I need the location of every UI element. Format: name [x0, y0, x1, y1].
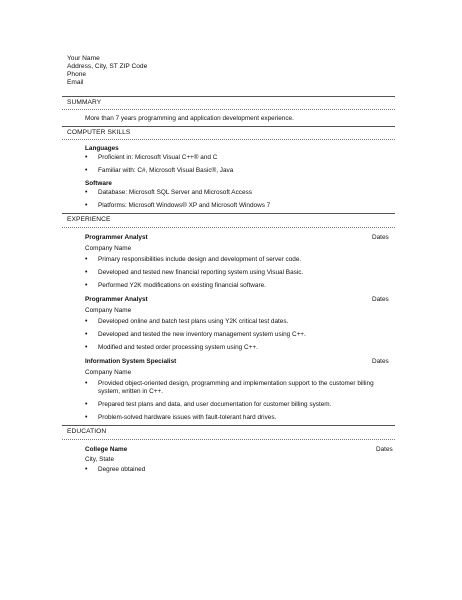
bullet-icon: •: [85, 466, 88, 473]
summary-heading: SUMMARY: [67, 99, 102, 106]
bullet-icon: •: [85, 344, 88, 351]
bullet-icon: •: [85, 269, 88, 276]
job-bullet: Developed and tested the new inventory management system using C++.: [98, 331, 306, 338]
education-dates: Dates: [376, 446, 393, 453]
job-title: Programmer Analyst: [85, 234, 148, 241]
bullet-icon: •: [85, 414, 88, 421]
bullet-icon: •: [85, 202, 88, 209]
company-name: Company Name: [85, 245, 132, 252]
skills-heading: COMPUTER SKILLS: [67, 129, 131, 136]
job-title: Programmer Analyst: [85, 296, 148, 303]
contact-header: [67, 55, 147, 87]
bullet-icon: •: [85, 167, 88, 174]
experience-heading: EXPERIENCE: [67, 216, 111, 223]
job-bullet: Prepared test plans and data, and user documentation for customer billing system.: [98, 401, 332, 408]
degree: Degree obtained: [98, 466, 146, 473]
college-location: City, State: [85, 456, 115, 463]
bullet-icon: •: [85, 380, 88, 387]
bullet-icon: •: [85, 318, 88, 325]
name: Your Name: [67, 55, 100, 62]
job-dates: Dates: [372, 296, 389, 303]
languages-heading: Languages: [85, 145, 119, 152]
software-item: Platforms: Microsoft Windows® XP and Microsoft Windows 7: [98, 202, 271, 209]
company-name: Company Name: [85, 307, 132, 314]
skills-top-rule: [62, 126, 395, 127]
address: Address, City, ST ZIP Code: [67, 63, 148, 70]
bullet-icon: •: [85, 401, 88, 408]
job-dates: Dates: [372, 358, 389, 365]
job-bullet: Primary responsibilities include design and development of server code.: [98, 256, 302, 263]
experience-top-rule: [62, 213, 395, 214]
job-bullet: Problem-solved hardware issues with fault-tolerant hard drives.: [98, 414, 277, 421]
job-bullet: Modified and tested order processing system using C++.: [98, 344, 258, 351]
job-dates: Dates: [372, 234, 389, 241]
summary-top-rule: [62, 96, 395, 97]
bullet-icon: •: [85, 331, 88, 338]
experience-divider: [62, 227, 395, 228]
company-name: Company Name: [85, 369, 132, 376]
job-bullet: Provided object-oriented design, programming and implementation support to the customer billing system, written in C++.: [98, 380, 374, 395]
bullet-icon: •: [85, 256, 88, 263]
software-heading: Software: [85, 180, 112, 187]
education-top-rule: [62, 425, 395, 426]
summary-divider: [62, 109, 395, 110]
bullet-icon: •: [85, 189, 88, 196]
job-bullet: Developed online and batch test plans using Y2K critical test dates.: [98, 318, 289, 325]
job-title: Information System Specialist: [85, 358, 177, 365]
college-name: College Name: [85, 446, 128, 453]
skills-divider: [62, 139, 395, 140]
software-item: Database: Microsoft SQL Server and Microsoft Access: [98, 189, 252, 196]
summary-text: More than 7 years programming and application development experience.: [85, 115, 294, 122]
job-bullet: Developed and tested new financial reporting system using Visual Basic.: [98, 269, 304, 276]
bullet-icon: •: [85, 154, 88, 161]
language-item: Familiar with: C#, Microsoft Visual Basic®, Java: [98, 167, 234, 174]
education-heading: EDUCATION: [67, 428, 107, 435]
language-item: Proficient in: Microsoft Visual C++® and C: [98, 154, 218, 161]
email: Email: [67, 79, 84, 86]
education-divider: [62, 439, 395, 440]
job-bullet: Performed Y2K modifications on existing financial software.: [98, 282, 266, 289]
phone: Phone: [67, 71, 87, 78]
bullet-icon: •: [85, 282, 88, 289]
